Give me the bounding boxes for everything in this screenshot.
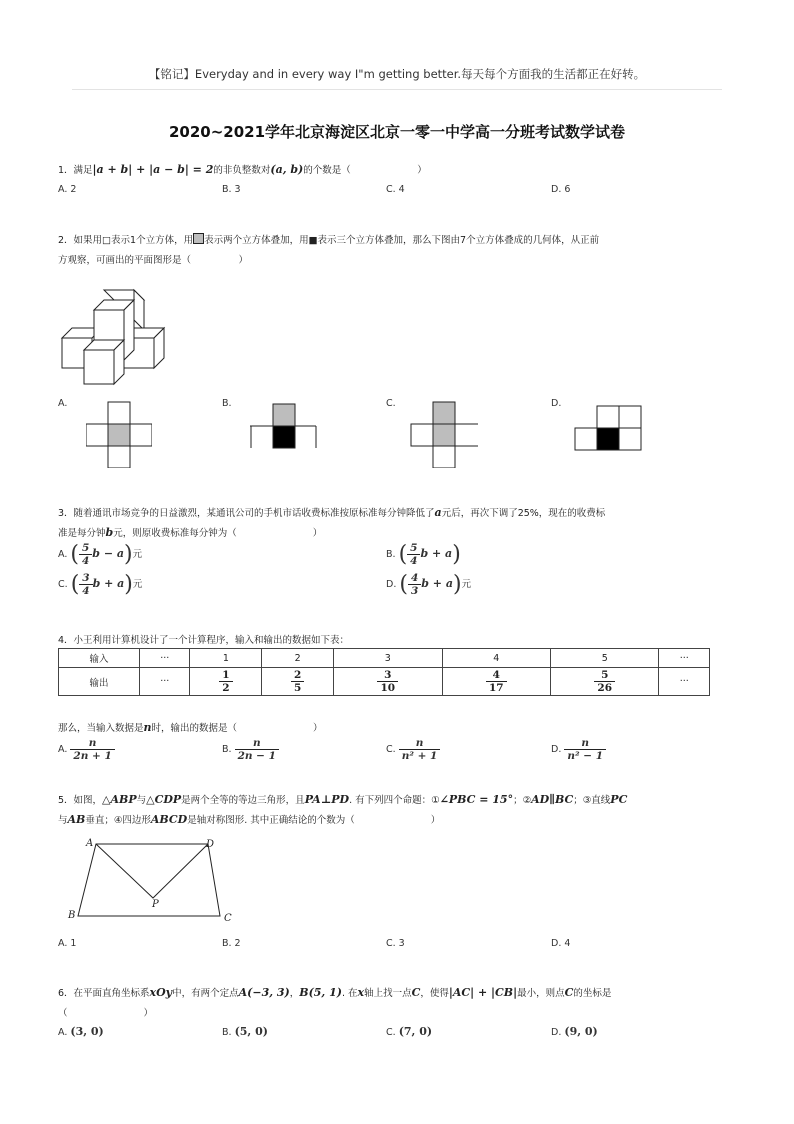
q4-input-cell: 4 xyxy=(442,649,550,668)
q3-var-b: b xyxy=(105,526,114,539)
q3-option-d-label: D. xyxy=(386,579,397,590)
q2-option-c-label[interactable]: C. xyxy=(386,398,396,409)
q4-output-cell: $\frac{2}{5}$ xyxy=(262,668,334,696)
cube-stack-upper xyxy=(94,310,124,340)
q3-option-a-unit: 元 xyxy=(132,549,143,560)
q4-option-a[interactable]: A. $\frac{n}{2n + 1}$ xyxy=(58,737,115,762)
q4-input-row xyxy=(59,649,710,668)
q6-option-a[interactable]: A. (3, 0) xyxy=(58,1025,104,1038)
q3-stem-line2 xyxy=(58,525,322,539)
page-title: 2020~2021学年北京海淀区北京一零一中学高一分班考试数学试卷 xyxy=(168,123,626,141)
q4-output-cell: ··· xyxy=(659,668,710,696)
q4-output-cell: $\frac{4}{17}$ xyxy=(442,668,550,696)
q6-option-b[interactable]: B. (5, 0) xyxy=(222,1025,268,1038)
q1-mid: 的非负整数对 xyxy=(213,165,271,176)
q3-option-c-fraction: $\frac{3}{4}$ xyxy=(79,572,92,597)
q2-option-a-figure[interactable] xyxy=(86,400,152,468)
q2-option-d-figure[interactable] xyxy=(574,405,644,451)
q6-option-d[interactable]: D. (9, 0) xyxy=(551,1025,598,1038)
q3-option-c[interactable]: C. ( $\frac{3}{4}$ b + a)元 xyxy=(58,572,143,597)
q4-follow-b: 时，输出的数据是（ ） xyxy=(151,723,323,734)
q4-var-n: n xyxy=(143,721,152,734)
q4-follow-a: 那么，当输入数据是 xyxy=(58,723,144,734)
q4-output-cell: $\frac{3}{10}$ xyxy=(334,668,442,696)
q3-line2-a: 准是每分钟 xyxy=(58,528,106,539)
q4-option-c-label: C. xyxy=(386,744,396,755)
q4-input-cell: ··· xyxy=(140,649,190,668)
q5-option-b[interactable]: B. 2 xyxy=(222,938,241,949)
q3-option-a-fraction: $\frac{5}{4}$ xyxy=(79,542,92,567)
q4-stem: 4．小王利用计算机设计了一个计算程序，输入和输出的数据如下表： xyxy=(58,635,350,646)
q5-option-d[interactable]: D. 4 xyxy=(551,938,571,949)
q3-option-a-label: A. xyxy=(58,549,68,560)
q3-option-b-expr: b + a xyxy=(420,547,453,560)
q1-option-b[interactable]: B. 3 xyxy=(222,184,241,195)
q3-option-a[interactable]: A. ( $\frac{5}{4}$ b − a)元 xyxy=(58,542,143,567)
q2-option-d-label[interactable]: D. xyxy=(551,398,562,409)
q3-option-b[interactable]: B. ( $\frac{5}{4}$ b + a) xyxy=(386,542,461,567)
q6-stem-line1: 6．在平面直角坐标系xOy中，有两个定点A(−3, 3)，B(5, 1). 在x轴上找一点C，使得|AC| + |CB|最小，则点C的坐标是 xyxy=(58,986,612,999)
q5-option-c[interactable]: C. 3 xyxy=(386,938,405,949)
q3-option-d-unit: 元 xyxy=(461,579,472,590)
q3-option-d-expr: b + a xyxy=(421,577,453,590)
q3-var-a: a xyxy=(434,506,442,519)
q3-option-c-expr: b + a xyxy=(92,577,125,590)
q1-option-c[interactable]: C. 4 xyxy=(386,184,405,195)
q4-option-c[interactable]: C. $\frac{n}{\text{n² + 1}}$ xyxy=(386,737,440,762)
q4-option-d[interactable]: D. $\frac{n}{\text{n² − 1}}$ xyxy=(551,737,606,762)
q3-option-c-unit: 元 xyxy=(132,579,143,590)
q3-option-d-fraction: $\frac{4}{3}$ xyxy=(408,572,421,597)
cube-stack-side xyxy=(124,300,134,360)
q3-option-a-expr: b − a xyxy=(92,547,124,560)
q1-equation: |a + b| + |a − b| = 2 xyxy=(92,163,214,176)
q3-stem-line1 xyxy=(58,505,605,519)
q2-option-c-figure[interactable] xyxy=(410,400,480,468)
label-p: P xyxy=(152,899,159,910)
q2-line1-b: 表示两个立方体叠加，用■表示三个立方体叠加，那么下图由7个立方体叠成的几何体，从正前 xyxy=(204,235,600,246)
q2-cube-figure xyxy=(58,288,170,386)
q1-stem xyxy=(58,162,427,176)
label-c: C xyxy=(224,913,232,924)
q4-input-label: 输入 xyxy=(59,649,140,668)
q4-output-cell: ··· xyxy=(140,668,190,696)
q4-io-table xyxy=(58,648,710,696)
q2-line1-a: 2．如果用□表示1个立方体，用 xyxy=(58,235,194,246)
q4-input-cell: 1 xyxy=(190,649,262,668)
cube-top-side xyxy=(134,290,144,330)
q4-option-a-label: A. xyxy=(58,744,68,755)
q1-prefix: 1．满足 xyxy=(58,165,93,176)
q4-input-cell: ··· xyxy=(659,649,710,668)
label-b: B xyxy=(68,910,76,921)
cube-front-face xyxy=(84,350,114,384)
q2-option-a-label[interactable]: A. xyxy=(58,398,68,409)
q5-stem-line2: 与AB垂直；④四边形ABCD是轴对称图形. 其中正确结论的个数为（ ） xyxy=(58,813,441,826)
q6-option-c[interactable]: C. (7, 0) xyxy=(386,1025,433,1038)
gray-square-icon xyxy=(193,233,204,244)
trapezoid-outline xyxy=(78,844,220,916)
q5-trapezoid-figure xyxy=(64,836,244,928)
q3-option-d[interactable]: D. ( $\frac{4}{3}$ b + a)元 xyxy=(386,572,472,597)
q4-option-b[interactable]: B. $\frac{n}{2n - 1}$ xyxy=(222,737,279,762)
q4-input-cell: 2 xyxy=(262,649,334,668)
q2-option-b-label[interactable]: B. xyxy=(222,398,232,409)
q4-output-cell: $\frac{1}{2}$ xyxy=(190,668,262,696)
q1-option-d[interactable]: D. 6 xyxy=(551,184,571,195)
q6-stem-line2: （ ） xyxy=(58,1008,154,1019)
q3-line2-b: 元，则原收费标准每分钟为（ ） xyxy=(113,528,323,539)
motto-text: 【铭记】Everyday and in every way I"m getting better.每天每个方面我的生活都正在好转。 xyxy=(148,67,646,81)
q3-line1-a: 3．随着通讯市场竞争的日益激烈，某通讯公司的手机市话收费标准按原标准每分钟降低了 xyxy=(58,508,435,519)
q3-option-b-fraction: $\frac{5}{4}$ xyxy=(407,542,420,567)
q5-stem-line1: 5．如图，△ABP与△CDP是两个全等的等边三角形，且PA⊥PD. 有下列四个命题：①∠PBC = 15°；②AD∥BC；③直线PC xyxy=(58,793,628,806)
q2-option-b-figure[interactable] xyxy=(250,402,320,450)
header-divider xyxy=(72,89,722,90)
q4-option-d-label: D. xyxy=(551,744,562,755)
q1-suffix: 的个数是（ ） xyxy=(303,165,427,176)
q2-stem-line1 xyxy=(58,232,599,246)
q5-option-a[interactable]: A. 1 xyxy=(58,938,77,949)
q4-output-label: 输出 xyxy=(59,668,140,696)
label-a: A xyxy=(86,838,94,849)
q3-line1-b: 元后，再次下调了25%，现在的收费标 xyxy=(441,508,606,519)
q2-stem-line2: 方观察，可画出的平面图形是（ ） xyxy=(58,255,249,266)
q3-option-b-label: B. xyxy=(386,549,396,560)
q4-input-cell: 5 xyxy=(551,649,659,668)
q1-option-a[interactable]: A. 2 xyxy=(58,184,77,195)
q3-option-c-label: C. xyxy=(58,579,68,590)
q4-input-cell: 3 xyxy=(334,649,442,668)
q4-output-row xyxy=(59,668,710,696)
label-d: D xyxy=(206,839,215,850)
q1-pair: (a, b) xyxy=(270,163,304,176)
q4-follow xyxy=(58,720,323,734)
triangle-lines xyxy=(96,844,208,898)
q4-option-b-label: B. xyxy=(222,744,232,755)
q4-output-cell: $\frac{5}{26}$ xyxy=(551,668,659,696)
